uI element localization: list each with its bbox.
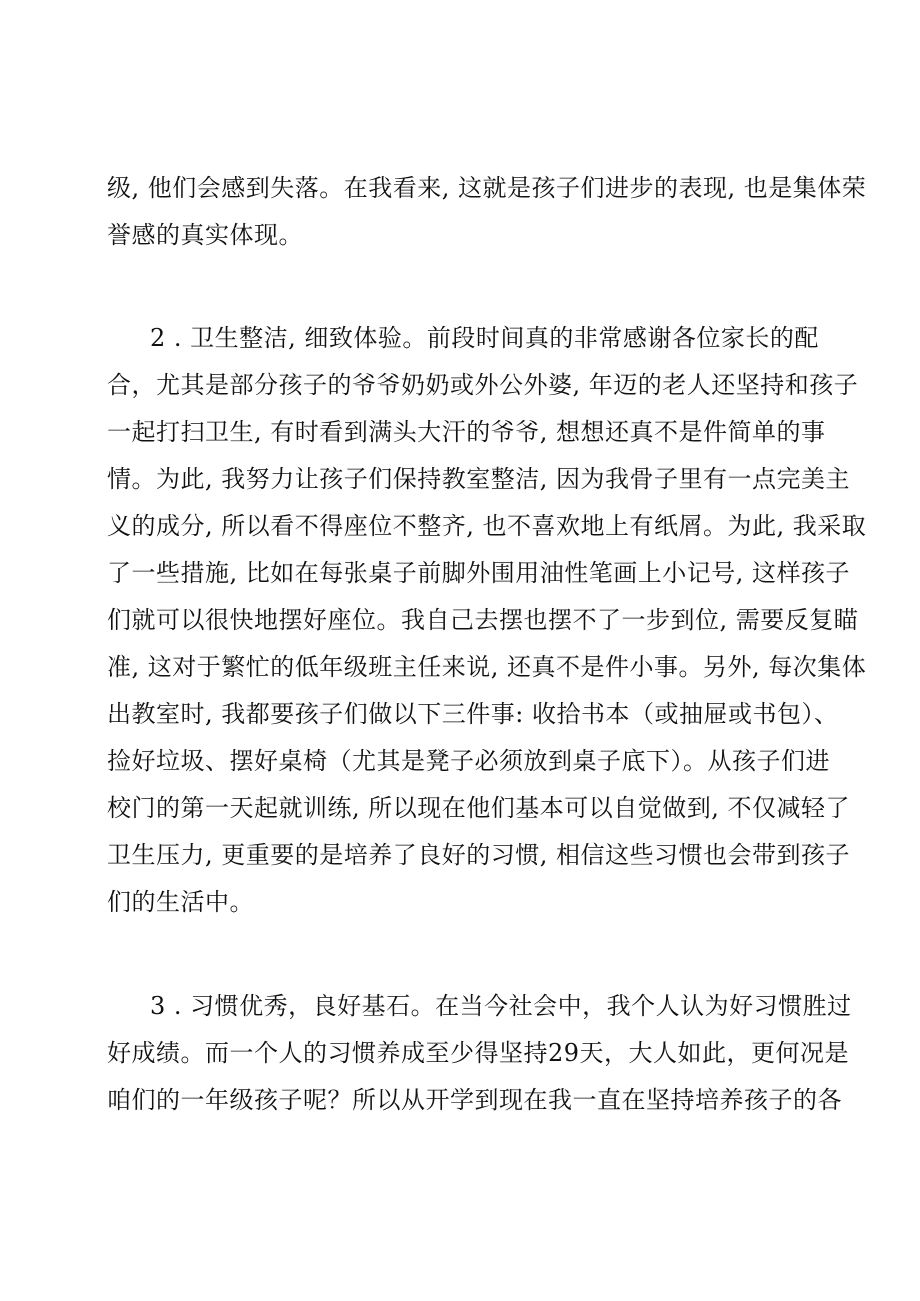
text-line: 准, 这对于繁忙的低年级班主任来说, 还真不是件小事。另外, 每次集体 <box>107 653 867 681</box>
text-line: 校门的第一天起就训练, 所以现在他们基本可以自觉做到, 不仅减轻了 <box>107 794 851 822</box>
text-line: 一起打扫卫生, 有时看到满头大汗的爷爷, 想想还真不是件简单的事 <box>107 418 826 446</box>
text-line: 了一些措施, 比如在每张桌子前脚外围用油性笔画上小记号, 这样孩子 <box>107 559 851 587</box>
text-line: 誉感的真实体现。 <box>107 221 303 249</box>
text-line: 2 . 卫生整洁, 细致体验。前段时间真的非常感谢各位家长的配 <box>150 324 819 352</box>
text-line: 捡好垃圾、摆好桌椅（尤其是凳子必须放到桌子底下）。从孩子们进 <box>107 747 830 775</box>
text-line: 咱们的一年级孩子呢？所以从开学到现在我一直在坚持培养孩子的各 <box>107 1086 842 1114</box>
text-line: 们就可以很快地摆好座位。我自己去摆也摆不了一步到位, 需要反复瞄 <box>107 606 859 634</box>
text-line: 3 . 习惯优秀，良好基石。在当今社会中，我个人认为好习惯胜过 <box>150 992 852 1020</box>
text-line: 义的成分, 所以看不得座位不整齐, 也不喜欢地上有纸屑。为此, 我采取 <box>107 512 867 540</box>
text-line: 级, 他们会感到失落。在我看来, 这就是孩子们进步的表现, 也是集体荣 <box>107 174 867 202</box>
text-line: 合，尤其是部分孩子的爷爷奶奶或外公外婆, 年迈的老人还坚持和孩子 <box>107 371 859 399</box>
text-line: 出教室时, 我都要孩子们做以下三件事: 收拾书本（或抽屉或书包）、 <box>107 700 839 728</box>
text-line: 卫生压力, 更重要的是培养了良好的习惯, 相信这些习惯也会带到孩子 <box>107 841 851 869</box>
text-line: 好成绩。而一个人的习惯养成至少得坚持29天，大人如此，更何况是 <box>107 1039 850 1067</box>
text-line: 们的生活中。 <box>107 888 254 916</box>
text-line: 情。为此, 我努力让孩子们保持教室整洁, 因为我骨子里有一点完美主 <box>107 465 851 493</box>
